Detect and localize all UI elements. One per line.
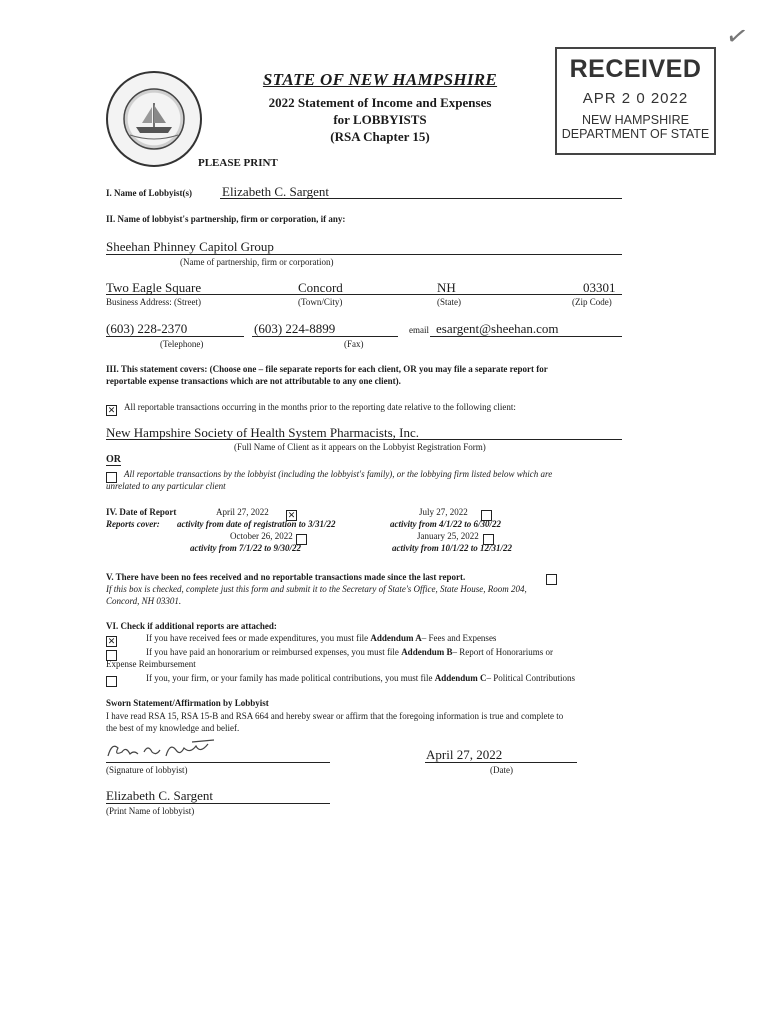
addendum-b-text (146, 647, 553, 657)
reports-cover-label: Reports cover: (106, 519, 160, 529)
addenda-label: VI. Check if additional reports are attached: (106, 621, 277, 631)
client-name-field[interactable]: New Hampshire Society of Health System Pharmacists, Inc. (106, 425, 420, 440)
signature-caption: (Signature of lobbyist) (106, 765, 188, 775)
range-july: activity from 4/1/22 to 6/30/22 (390, 519, 501, 529)
state-caption: (State) (437, 297, 461, 307)
firm-name-field[interactable]: Sheehan Phinney Capitol Group (106, 239, 274, 254)
no-fees-note: If this box is checked, complete just this form and submit it to the Secretary of State's Office, State House, Room 204, (106, 584, 527, 594)
client-caption: (Full Name of Client as it appears on the Lobbyist Registration Form) (234, 442, 486, 452)
empty-box-icon (546, 574, 557, 585)
sworn-text-2: the best of my knowledge and belief. (106, 723, 240, 733)
no-fees-checkbox[interactable] (546, 570, 557, 588)
addendum-b-name: Addendum B (401, 647, 453, 657)
unrelated-option-label-2: unrelated to any particular client (106, 481, 226, 491)
sworn-text: I have read RSA 15, RSA 15-B and RSA 664 and hereby swear or affirm that the foregoing information is true and complete to (106, 711, 564, 721)
street-caption: Business Address: (Street) (106, 297, 201, 307)
addendum-b-post: – Report of Honorariums or (452, 647, 553, 657)
print-name-field[interactable]: Elizabeth C. Sargent (106, 788, 213, 803)
firm-caption: (Name of partnership, firm or corporation) (180, 257, 334, 267)
date-caption: (Date) (490, 765, 513, 775)
unrelated-option-label: All reportable transactions by the lobbyist (including the lobbyist's family), or the lobbying firm listed below which are (124, 469, 553, 479)
document-statute: (RSA Chapter 15) (330, 129, 430, 144)
range-april: activity from date of registration to 3/31/22 (177, 519, 336, 529)
addendum-c-checkbox[interactable] (106, 672, 117, 690)
stamp-date: APR 2 0 2022 (582, 90, 689, 107)
date-july: July 27, 2022 (419, 507, 468, 517)
stamp-line2: DEPARTMENT OF STATE (561, 127, 710, 141)
date-january: January 25, 2022 (417, 531, 479, 541)
checked-box-icon: ✕ (107, 635, 116, 646)
addendum-b-pre: If you have paid an honorarium or reimbursed expenses, you must file (146, 647, 402, 657)
addendum-c-name: Addendum C (434, 673, 487, 683)
state-seal (106, 71, 202, 167)
checkmark-icon: ✓ (723, 20, 751, 54)
zip-caption: (Zip Code) (572, 297, 612, 307)
report-date-label: IV. Date of Report (106, 507, 177, 517)
addendum-c-text (146, 673, 575, 683)
print-name-caption: (Print Name of lobbyist) (106, 806, 195, 816)
street-field[interactable]: Two Eagle Square (106, 280, 202, 295)
city-caption: (Town/City) (298, 297, 343, 307)
date-october: October 26, 2022 (230, 531, 293, 541)
addendum-c-post: – Political Contributions (486, 673, 575, 683)
fax-caption: (Fax) (344, 339, 364, 349)
stamp-received: RECEIVED (569, 55, 702, 83)
please-print: PLEASE PRINT (198, 157, 278, 169)
checked-box-icon: ✕ (287, 509, 296, 520)
addendum-b-text-2: Expense Reimbursement (106, 659, 196, 669)
document-subtitle: 2022 Statement of Income and Expenses (268, 95, 492, 110)
no-fees-note-2: Concord, NH 03301. (106, 596, 182, 606)
coverage-label-2: reportable expense transactions which are not attributable to any one client). (106, 376, 401, 386)
document-header (240, 70, 520, 145)
addendum-c-pre: If you, your firm, or your family has made political contributions, you must file (146, 673, 435, 683)
client-option-label: All reportable transactions occurring in the months prior to the reporting date relative to the following client: (124, 402, 516, 412)
sworn-label: Sworn Statement/Affirmation by Lobbyist (106, 698, 269, 708)
phone-caption: (Telephone) (160, 339, 204, 349)
addendum-a-post: – Fees and Expenses (421, 633, 497, 643)
range-october: activity from 7/1/22 to 9/30/22 (190, 543, 301, 553)
stamp-line1: NEW HAMPSHIRE (582, 113, 689, 127)
firm-label: II. Name of lobbyist's partnership, firm or corporation, if any: (106, 214, 346, 224)
document-title: STATE OF NEW HAMPSHIRE (262, 70, 498, 89)
zip-field[interactable]: 03301 (583, 280, 616, 295)
sign-date-field[interactable]: April 27, 2022 (426, 747, 503, 762)
range-january: activity from 10/1/22 to 12/31/22 (392, 543, 512, 553)
date-april: April 27, 2022 (216, 507, 269, 517)
checked-box-icon: ✕ (107, 404, 116, 415)
client-option-checkbox[interactable] (106, 401, 117, 419)
no-fees-label: V. There have been no fees received and no reportable transactions made since the last report. (106, 572, 466, 582)
signature-image (104, 738, 224, 764)
state-field[interactable]: NH (437, 280, 456, 295)
phone-field[interactable]: (603) 228-2370 (106, 321, 188, 336)
addendum-a-pre: If you have received fees or made expenditures, you must file (146, 633, 371, 643)
received-stamp (555, 47, 716, 155)
or-label: OR (106, 454, 121, 465)
fax-field[interactable]: (603) 224-8899 (254, 321, 336, 336)
email-field[interactable]: esargent@sheehan.com (436, 321, 559, 336)
lobbyist-name-field[interactable]: Elizabeth C. Sargent (222, 184, 329, 199)
addendum-a-text (146, 633, 496, 643)
document-subtitle-2: for LOBBYISTS (333, 112, 427, 127)
lobbyist-name-label: I. Name of Lobbyist(s) (106, 188, 193, 198)
addendum-a-name: Addendum A (370, 633, 422, 643)
city-field[interactable]: Concord (298, 280, 343, 295)
coverage-label: III. This statement covers: (Choose one – file separate reports for each client, OR you may file a separate report for (106, 364, 548, 374)
empty-box-icon (106, 676, 117, 687)
email-label: email (409, 325, 429, 335)
